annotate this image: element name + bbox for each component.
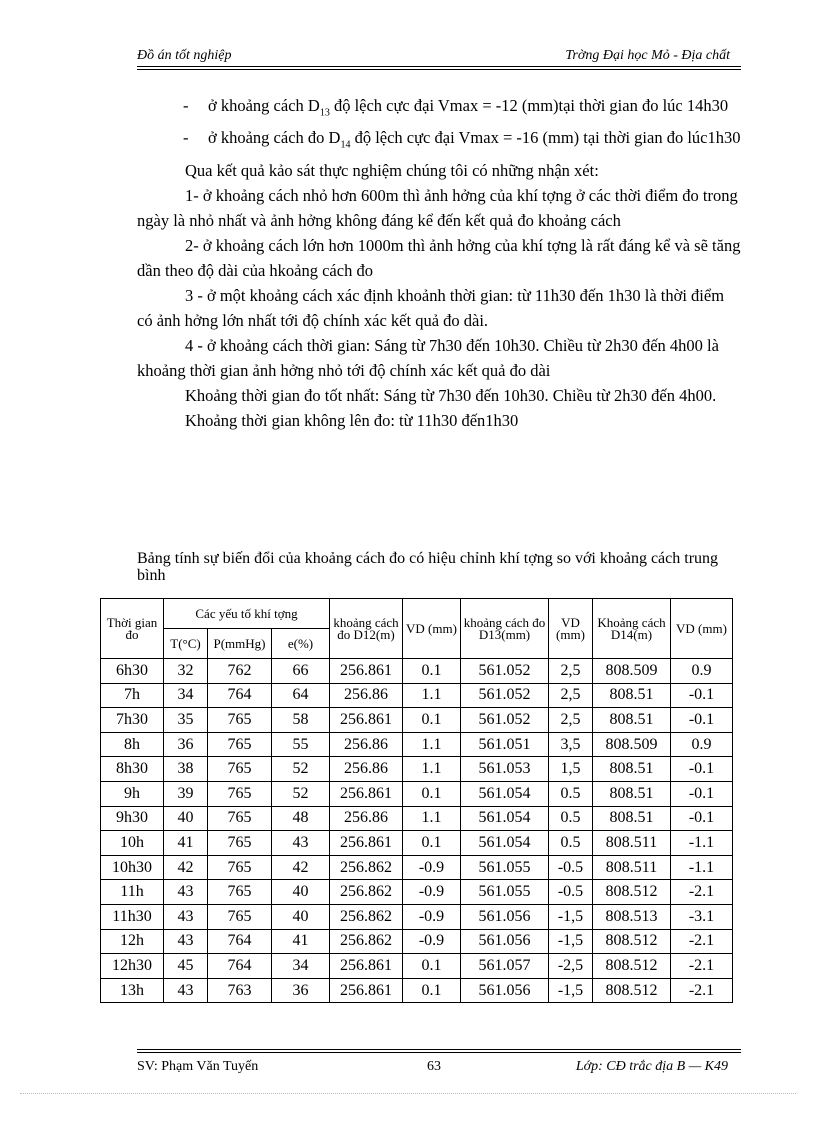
table-cell: 7h30 (101, 708, 164, 733)
table-cell: 1.1 (403, 757, 461, 782)
footer-class: Lớp: CĐ trắc địa B — K49 (575, 1059, 728, 1074)
table-cell: -2.1 (671, 929, 733, 954)
table-cell: 55 (272, 732, 330, 757)
table-cell: 0.5 (549, 831, 593, 856)
paragraph: 4 - ở khoảng cách thời gian: Sáng từ 7h30 đến 10h30. Chiều từ 2h30 đến 4h00 là khoảng thời gian ảnh hởng nhỏ tới độ chính xác kết quả đo dài (137, 335, 719, 380)
header-vd: VD (mm) (671, 599, 733, 659)
table-cell: 8h30 (101, 757, 164, 782)
table-cell: 1.1 (403, 732, 461, 757)
header-pressure: P(mmHg) (208, 629, 272, 659)
table-cell: 1,5 (549, 757, 593, 782)
table-cell: 1.1 (403, 683, 461, 708)
table-cell: 808.51 (593, 806, 671, 831)
header-vd: VD (mm) (549, 599, 593, 659)
table-cell: 256.861 (330, 954, 403, 979)
table-cell: 2,5 (549, 708, 593, 733)
table-cell: 256.86 (330, 732, 403, 757)
table-cell: 256.862 (330, 855, 403, 880)
table-cell: 52 (272, 757, 330, 782)
table-cell: -0.9 (403, 880, 461, 905)
page-edge (20, 1093, 796, 1094)
table-cell: 38 (164, 757, 208, 782)
table-cell: 808.512 (593, 880, 671, 905)
paragraph: Khoảng thời gian đo tốt nhất: Sáng từ 7h30 đến 10h30. Chiều từ 2h30 đến 4h00. (185, 385, 717, 405)
table-cell: 561.055 (461, 855, 549, 880)
table-cell: 256.861 (330, 831, 403, 856)
table-cell: 13h (101, 978, 164, 1003)
table-row (101, 929, 733, 954)
table-cell: -0.9 (403, 904, 461, 929)
table-cell: -0.5 (549, 855, 593, 880)
table-cell: 765 (208, 806, 272, 831)
table-cell: 32 (164, 659, 208, 684)
table-cell: 0.9 (671, 659, 733, 684)
table-cell: 765 (208, 880, 272, 905)
table-cell: 43 (164, 904, 208, 929)
table-cell: 10h30 (101, 855, 164, 880)
table-cell: 561.054 (461, 806, 549, 831)
table-row (101, 880, 733, 905)
table-cell: 0.1 (403, 978, 461, 1003)
table-cell: 0.1 (403, 781, 461, 806)
table-cell: 45 (164, 954, 208, 979)
table-cell: -2.1 (671, 954, 733, 979)
table-cell: 765 (208, 781, 272, 806)
table-cell: 66 (272, 659, 330, 684)
table-cell: 765 (208, 708, 272, 733)
table-cell: 8h (101, 732, 164, 757)
table-cell: 9h30 (101, 806, 164, 831)
table-cell: 43 (164, 929, 208, 954)
table-cell: 11h (101, 880, 164, 905)
table-cell: 36 (164, 732, 208, 757)
table-cell: 10h (101, 831, 164, 856)
table-cell: 561.051 (461, 732, 549, 757)
paragraph: 2- ở khoảng cách lớn hơn 1000m thì ảnh hởng của khí tợng là rất đáng kể và sẽ tăng dần theo độ dài của hkoảng cách đo (137, 235, 741, 280)
table-cell: 64 (272, 683, 330, 708)
table-cell: 808.51 (593, 708, 671, 733)
table-row (101, 732, 733, 757)
table-cell: -0.1 (671, 708, 733, 733)
table-cell: -1.1 (671, 855, 733, 880)
table-cell: 808.512 (593, 954, 671, 979)
table-cell: 256.861 (330, 781, 403, 806)
table-cell: 765 (208, 855, 272, 880)
table-row (101, 831, 733, 856)
table-cell: 765 (208, 757, 272, 782)
header-d13: khoảng cách đo D13(mm) (461, 599, 549, 659)
table-row (101, 954, 733, 979)
header-meteo-group: Các yếu tố khí tợng (164, 599, 330, 629)
header-rule (137, 66, 741, 67)
header-left: Đồ án tốt nghiệp (137, 48, 232, 63)
table-cell: -0.9 (403, 855, 461, 880)
table-cell: 0.1 (403, 659, 461, 684)
table-cell: 765 (208, 831, 272, 856)
header-right: Trờng Đại học Mỏ - Địa chất (565, 48, 730, 63)
footer-rule (137, 1049, 741, 1050)
bullet-item (137, 125, 741, 157)
bullet-text: độ lệch cực đại Vmax = -16 (mm) tại thời gian đo lúc1h30 (350, 128, 741, 148)
table-cell: 561.057 (461, 954, 549, 979)
table-cell: 808.512 (593, 978, 671, 1003)
table-cell: 561.056 (461, 978, 549, 1003)
table-cell: -1,5 (549, 978, 593, 1003)
table-caption: Bảng tính sự biến đổi của khoảng cách đo có hiệu chỉnh khí tợng so với khoảng cách trung bình (137, 550, 719, 584)
table-row (101, 806, 733, 831)
table-cell: 9h (101, 781, 164, 806)
table-cell: 11h30 (101, 904, 164, 929)
table-cell: 764 (208, 954, 272, 979)
table-cell: 2,5 (549, 683, 593, 708)
table-cell: 40 (164, 806, 208, 831)
table-cell: 58 (272, 708, 330, 733)
table-cell: -2.1 (671, 978, 733, 1003)
table-cell: -0.1 (671, 757, 733, 782)
table-cell: -0.1 (671, 806, 733, 831)
table-cell: 256.862 (330, 880, 403, 905)
table-cell: 0.1 (403, 708, 461, 733)
paragraph: 1- ở khoảng cách nhỏ hơn 600m thì ảnh hởng của khí tợng ở các thời điểm đo trong ngày là nhỏ nhất và ảnh hởng không đáng kể đến kết quả đo khoảng cách (137, 185, 738, 230)
header-d12: khoảng cách đo D12(m) (330, 599, 403, 659)
paragraph: 3 - ở một khoảng cách xác định khoảnh thời gian: từ 11h30 đến 1h30 là thời điểm có ảnh hởng lớn nhất tới độ chính xác kết quả đo dài. (137, 285, 725, 330)
table-cell: 561.052 (461, 659, 549, 684)
table-cell: 3,5 (549, 732, 593, 757)
table-cell: 764 (208, 929, 272, 954)
table-cell: 808.51 (593, 757, 671, 782)
data-table (100, 598, 733, 1003)
table-cell: 0.5 (549, 781, 593, 806)
table-cell: 765 (208, 732, 272, 757)
table-cell: 256.861 (330, 659, 403, 684)
table-cell: 34 (164, 683, 208, 708)
table-cell: 561.052 (461, 708, 549, 733)
table-row (101, 781, 733, 806)
table-cell: 764 (208, 683, 272, 708)
header-vd: VD (mm) (403, 599, 461, 659)
table-cell: 36 (272, 978, 330, 1003)
footer-student: SV: Phạm Văn Tuyến (137, 1059, 259, 1074)
table-cell: 762 (208, 659, 272, 684)
table-cell: 35 (164, 708, 208, 733)
table-row (101, 855, 733, 880)
table-cell: 256.861 (330, 978, 403, 1003)
table-cell: -0.9 (403, 929, 461, 954)
bullet-text: ở khoảng cách đo D (208, 128, 341, 148)
table-cell: 765 (208, 904, 272, 929)
table-cell: 256.86 (330, 806, 403, 831)
table-cell: 40 (272, 880, 330, 905)
table-cell: 808.512 (593, 929, 671, 954)
table-cell: 0.1 (403, 831, 461, 856)
table-cell: 561.054 (461, 831, 549, 856)
table-cell: 43 (272, 831, 330, 856)
table-cell: 561.054 (461, 781, 549, 806)
bullet-text: độ lệch cực đại Vmax = -12 (mm)tại thời gian đo lúc 14h30 (329, 96, 729, 115)
table-row (101, 978, 733, 1003)
table-cell: 43 (164, 978, 208, 1003)
table-cell: -0.1 (671, 683, 733, 708)
table-cell: 42 (272, 855, 330, 880)
table-cell: 763 (208, 978, 272, 1003)
table-cell: 41 (164, 831, 208, 856)
footer-page-number: 63 (427, 1059, 441, 1074)
bullet-dash: - (183, 96, 189, 115)
bullet-item (137, 93, 741, 125)
table-cell: 7h (101, 683, 164, 708)
paragraph: Qua kết quả kảo sát thực nghiệm chúng tôi có những nhận xét: (185, 160, 599, 180)
table-cell: 0.5 (549, 806, 593, 831)
table-cell: -0.5 (549, 880, 593, 905)
bullet-text: ở khoảng cách D (208, 96, 320, 115)
footer-rule-2 (137, 1052, 741, 1053)
table-cell: 561.056 (461, 929, 549, 954)
table-cell: -1,5 (549, 904, 593, 929)
table-cell: 808.509 (593, 732, 671, 757)
header-rule-2 (137, 69, 741, 70)
body-text (137, 93, 741, 433)
bullet-dash: - (183, 128, 189, 148)
table-cell: 256.862 (330, 904, 403, 929)
table-cell: 561.053 (461, 757, 549, 782)
table-cell: 48 (272, 806, 330, 831)
table-cell: 34 (272, 954, 330, 979)
header-d14: Khoảng cách D14(m) (593, 599, 671, 659)
table-row (101, 708, 733, 733)
table-cell: 256.86 (330, 757, 403, 782)
table-cell: 0.1 (403, 954, 461, 979)
table-cell: 39 (164, 781, 208, 806)
table-cell: -0.1 (671, 781, 733, 806)
table-cell: 43 (164, 880, 208, 905)
table-row (101, 757, 733, 782)
table-cell: 1.1 (403, 806, 461, 831)
table-cell: 42 (164, 855, 208, 880)
table-cell: 40 (272, 904, 330, 929)
table-cell: 808.509 (593, 659, 671, 684)
table-cell: 41 (272, 929, 330, 954)
header-time: Thời gian đo (101, 599, 164, 659)
bullet-sub: 13 (319, 107, 330, 119)
table-cell: 808.511 (593, 831, 671, 856)
table-row (101, 904, 733, 929)
table-cell: 561.055 (461, 880, 549, 905)
header-humidity: e(%) (272, 629, 330, 659)
table-cell: -1,5 (549, 929, 593, 954)
table-cell: -2.1 (671, 880, 733, 905)
table-cell: 561.052 (461, 683, 549, 708)
table-cell: 52 (272, 781, 330, 806)
table-cell: 808.513 (593, 904, 671, 929)
table-cell: 12h (101, 929, 164, 954)
table-cell: 256.862 (330, 929, 403, 954)
table-cell: 808.51 (593, 781, 671, 806)
paragraph: Khoảng thời gian không lên đo: từ 11h30 đến1h30 (185, 410, 519, 430)
table-cell: 256.861 (330, 708, 403, 733)
table-row (101, 659, 733, 684)
table-cell: 561.056 (461, 904, 549, 929)
table-cell: 2,5 (549, 659, 593, 684)
table-cell: 12h30 (101, 954, 164, 979)
table-cell: -3.1 (671, 904, 733, 929)
table-cell: 256.86 (330, 683, 403, 708)
table-cell: -1.1 (671, 831, 733, 856)
table-body (101, 659, 733, 1003)
table-cell: -2,5 (549, 954, 593, 979)
bullet-sub: 14 (340, 139, 351, 151)
table-cell: 808.51 (593, 683, 671, 708)
table-cell: 6h30 (101, 659, 164, 684)
table-cell: 0.9 (671, 732, 733, 757)
table-row (101, 683, 733, 708)
header-temperature: T(°C) (164, 629, 208, 659)
table-cell: 808.511 (593, 855, 671, 880)
